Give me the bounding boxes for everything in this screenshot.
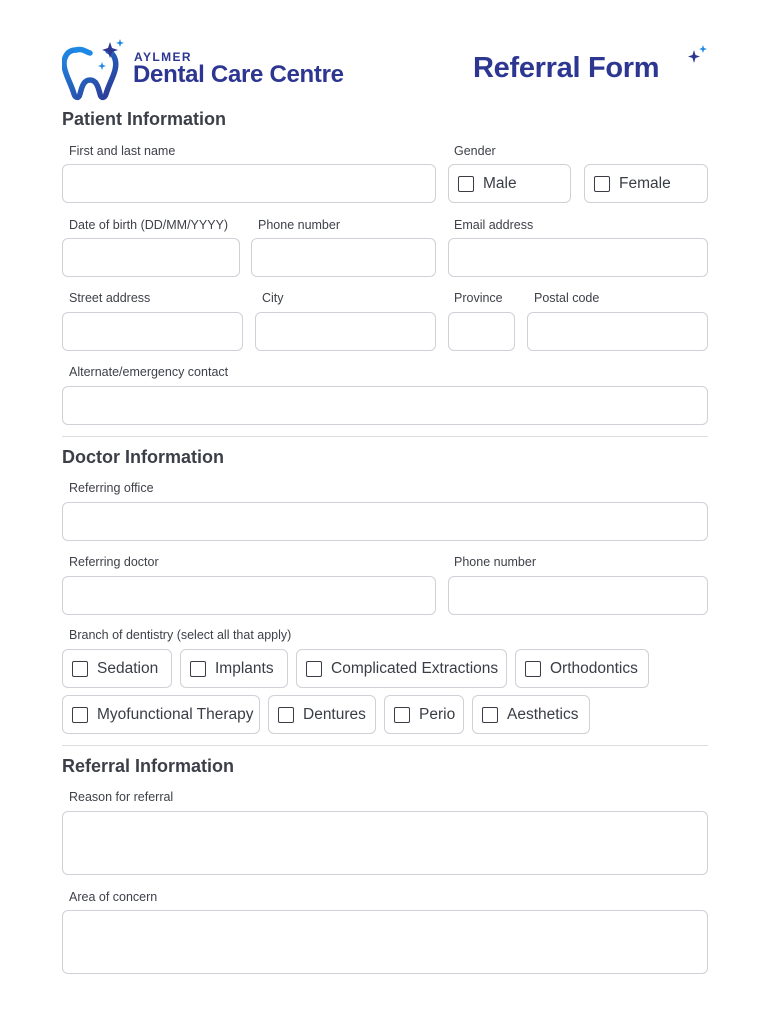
branch-option-label: Dentures	[303, 705, 366, 723]
checkbox-icon[interactable]	[278, 707, 294, 723]
checkbox-icon[interactable]	[525, 661, 541, 677]
checkbox-icon[interactable]	[594, 176, 610, 192]
branch-option-label: Implants	[215, 659, 274, 677]
dob-label: Date of birth (DD/MM/YYYY)	[69, 218, 229, 232]
branch-option-label: Complicated Extractions	[331, 659, 499, 677]
branch-option-complicated-extractions[interactable]	[296, 649, 507, 688]
branch-label: Branch of dentistry (select all that apply)	[69, 628, 292, 642]
street-field[interactable]	[62, 312, 243, 351]
branch-option-label: Aesthetics	[507, 705, 579, 723]
gender-label: Gender	[454, 144, 496, 158]
name-field[interactable]	[62, 164, 436, 203]
branch-option-aesthetics[interactable]	[472, 695, 590, 734]
branch-option-orthodontics[interactable]	[515, 649, 649, 688]
reason-field[interactable]	[62, 811, 708, 875]
branch-option-sedation[interactable]	[62, 649, 172, 688]
branch-option-dentures[interactable]	[268, 695, 376, 734]
branch-option-label: Orthodontics	[550, 659, 638, 677]
section-divider	[62, 436, 708, 437]
office-field[interactable]	[62, 502, 708, 541]
doctor-phone-field[interactable]	[448, 576, 708, 615]
phone-field[interactable]	[251, 238, 436, 277]
doctor-label: Referring doctor	[69, 555, 159, 569]
section-divider	[62, 745, 708, 746]
gender-option-label: Female	[619, 174, 671, 192]
emergency-field[interactable]	[62, 386, 708, 425]
clinic-logo	[62, 38, 362, 102]
street-label: Street address	[69, 291, 151, 305]
checkbox-icon[interactable]	[482, 707, 498, 723]
name-label: First and last name	[69, 144, 176, 158]
gender-option-female[interactable]	[584, 164, 708, 203]
doctor-phone-label: Phone number	[454, 555, 537, 569]
gender-option-label: Male	[483, 174, 517, 192]
branch-option-perio[interactable]	[384, 695, 464, 734]
doctor-section-title: Doctor Information	[62, 447, 224, 467]
form-header	[62, 38, 708, 102]
postal-label: Postal code	[534, 291, 600, 305]
logo-small-text: AYLMER	[134, 50, 192, 64]
patient-section-title: Patient Information	[62, 109, 227, 129]
gender-option-male[interactable]	[448, 164, 571, 203]
dob-field[interactable]	[62, 238, 240, 277]
office-label: Referring office	[69, 481, 154, 495]
checkbox-icon[interactable]	[190, 661, 206, 677]
checkbox-icon[interactable]	[458, 176, 474, 192]
emergency-label: Alternate/emergency contact	[69, 365, 229, 379]
form-title: Referral Form	[473, 52, 660, 84]
checkbox-icon[interactable]	[306, 661, 322, 677]
referral-section-title: Referral Information	[62, 756, 235, 776]
concern-label: Area of concern	[69, 890, 158, 904]
email-field[interactable]	[448, 238, 708, 277]
doctor-field[interactable]	[62, 576, 436, 615]
checkbox-icon[interactable]	[394, 707, 410, 723]
province-field[interactable]	[448, 312, 515, 351]
branch-option-label: Perio	[419, 705, 456, 723]
city-field[interactable]	[255, 312, 436, 351]
province-label: Province	[454, 291, 503, 305]
branch-option-label: Myofunctional Therapy	[97, 705, 254, 723]
branch-option-myofunctional-therapy[interactable]	[62, 695, 260, 734]
branch-option-label: Sedation	[97, 659, 159, 677]
concern-field[interactable]	[62, 910, 708, 974]
reason-label: Reason for referral	[69, 790, 174, 804]
logo-big-text: Dental Care Centre	[133, 61, 344, 88]
branch-option-implants[interactable]	[180, 649, 288, 688]
city-label: City	[262, 291, 284, 305]
sparkle-icon	[686, 44, 710, 68]
email-label: Email address	[454, 218, 534, 232]
phone-label: Phone number	[258, 218, 341, 232]
tooth-logo-icon	[62, 38, 128, 102]
checkbox-icon[interactable]	[72, 661, 88, 677]
postal-field[interactable]	[527, 312, 708, 351]
checkbox-icon[interactable]	[72, 707, 88, 723]
